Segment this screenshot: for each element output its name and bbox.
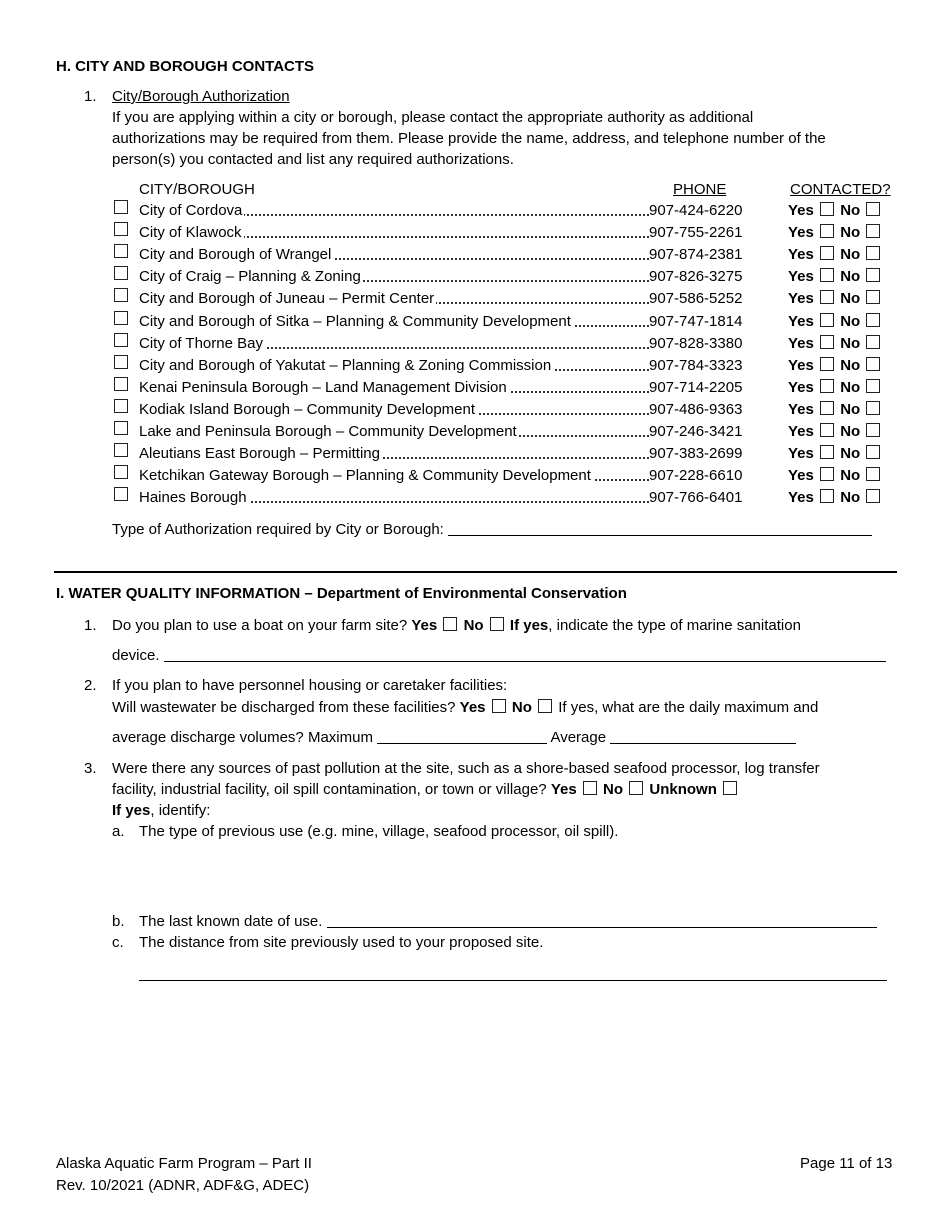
q1-if-yes: If yes	[509, 617, 549, 634]
contacted-options	[788, 311, 882, 333]
contacted-yes-label: Yes	[788, 334, 814, 352]
city-borough-row	[112, 288, 892, 310]
q2-text: Will wastewater be discharged from these facilities?	[112, 699, 456, 716]
city-phone: 907-747-1814	[649, 312, 743, 330]
city-name-cell	[139, 311, 649, 333]
contacted-yes-checkbox[interactable]	[820, 379, 834, 393]
contacted-no-checkbox[interactable]	[866, 335, 880, 349]
city-phone: 907-828-3380	[649, 334, 743, 352]
city-borough-row	[112, 443, 892, 465]
city-select-checkbox[interactable]	[114, 421, 128, 435]
city-borough-row	[112, 377, 892, 399]
item-1-title: City/Borough Authorization	[112, 88, 290, 105]
contacted-options	[788, 421, 882, 443]
q2-line-1: If you plan to have personnel housing or caretaker facilities:	[112, 677, 508, 694]
city-borough-row	[112, 355, 892, 377]
q1-yes-label: Yes	[411, 617, 438, 634]
contacted-no-label: No	[840, 202, 861, 219]
q3-yes-label: Yes	[550, 781, 577, 798]
q2-tail: If yes, what are the daily maximum and	[558, 699, 819, 716]
q3b-text: The last known date of use.	[139, 913, 323, 930]
section-divider	[54, 571, 897, 573]
authorization-type-label: Type of Authorization required by City or Borough:	[112, 521, 444, 538]
city-phone: 907-755-2261	[649, 224, 743, 242]
city-select-checkbox[interactable]	[114, 377, 128, 391]
contacted-yes-checkbox[interactable]	[820, 268, 834, 282]
contacted-yes-checkbox[interactable]	[820, 489, 834, 503]
contacted-yes-label: Yes	[788, 378, 814, 396]
contacted-yes-checkbox[interactable]	[820, 313, 834, 327]
q3a-label: a.	[112, 823, 125, 840]
contacted-yes-checkbox[interactable]	[820, 467, 834, 481]
q2-maximum-label: average discharge volumes? Maximum	[112, 729, 373, 746]
contacted-no-checkbox[interactable]	[866, 268, 880, 282]
city-name-cell	[139, 465, 649, 487]
q1-device-field	[112, 647, 886, 664]
contacted-no-checkbox[interactable]	[866, 467, 880, 481]
contacted-no-checkbox[interactable]	[866, 423, 880, 437]
city-select-checkbox[interactable]	[114, 200, 128, 214]
q3b-field	[139, 913, 877, 930]
city-name: Aleutians East Borough – Permitting	[139, 445, 380, 463]
contacted-yes-label: Yes	[788, 445, 814, 463]
city-select-checkbox[interactable]	[114, 222, 128, 236]
city-name: Haines Borough	[139, 489, 247, 507]
contacted-yes-checkbox[interactable]	[820, 401, 834, 415]
authorization-type-field	[112, 521, 872, 538]
city-phone: 907-246-3421	[649, 423, 743, 440]
q3-identify: , identify:	[150, 802, 211, 819]
contacted-options	[788, 333, 882, 355]
contacted-no-checkbox[interactable]	[866, 246, 880, 260]
city-name-cell	[139, 222, 649, 244]
contacted-yes-label: Yes	[788, 400, 814, 418]
contacted-yes-checkbox[interactable]	[820, 423, 834, 437]
q1-yes-checkbox[interactable]	[443, 617, 457, 631]
contacted-no-label: No	[840, 445, 861, 463]
city-name: City and Borough of Juneau – Permit Center	[139, 290, 435, 308]
contacted-no-checkbox[interactable]	[866, 401, 880, 415]
city-name-cell	[139, 333, 649, 355]
authorization-type-input[interactable]	[448, 521, 872, 536]
contacted-no-label: No	[840, 489, 861, 507]
city-borough-row	[112, 200, 892, 222]
contacted-no-label: No	[840, 423, 861, 440]
city-phone: 907-784-3323	[649, 356, 743, 374]
city-name-cell	[139, 266, 649, 288]
q3-line-1: Were there any sources of past pollution at the site, such as a shore-based seafood processor, log transfer	[112, 760, 820, 777]
q3-number: 3.	[84, 760, 97, 777]
city-name: City of Cordova	[139, 202, 243, 219]
city-name: City of Craig – Planning & Zoning	[139, 268, 361, 286]
city-select-checkbox[interactable]	[114, 443, 128, 457]
contacted-yes-checkbox[interactable]	[820, 246, 834, 260]
contacted-options	[788, 266, 882, 288]
item-1-text-line-3: person(s) you contacted and list any required authorizations.	[112, 151, 514, 168]
city-phone: 907-586-5252	[649, 290, 743, 308]
contacted-yes-label: Yes	[788, 290, 814, 308]
city-borough-row	[112, 333, 892, 355]
section-h-heading: H. CITY AND BOROUGH CONTACTS	[56, 58, 315, 75]
city-name: City and Borough of Wrangel	[139, 246, 332, 264]
q1-no-checkbox[interactable]	[490, 617, 504, 631]
city-phone: 907-714-2205	[649, 378, 743, 396]
city-borough-row	[112, 487, 892, 509]
q3-yes-checkbox[interactable]	[583, 781, 597, 795]
contacted-no-label: No	[840, 467, 861, 485]
q3b-label: b.	[112, 913, 125, 930]
city-borough-row	[112, 465, 892, 487]
q2-average-input[interactable]	[610, 729, 796, 744]
city-name: City and Borough of Sitka – Planning & Community Development	[139, 312, 571, 330]
q3c-field	[139, 966, 887, 983]
city-select-checkbox[interactable]	[114, 266, 128, 280]
city-name: Kodiak Island Borough – Community Development	[139, 400, 476, 418]
contacted-options	[788, 443, 882, 465]
contacted-options	[788, 487, 882, 509]
contacted-yes-checkbox[interactable]	[820, 224, 834, 238]
q3-line-2	[112, 781, 739, 798]
contacted-no-checkbox[interactable]	[866, 489, 880, 503]
contacted-no-label: No	[840, 356, 861, 374]
contacted-no-checkbox[interactable]	[866, 224, 880, 238]
q3c-text: The distance from site previously used to your proposed site.	[139, 934, 544, 951]
city-name-cell	[139, 244, 649, 266]
city-phone: 907-826-3275	[649, 268, 743, 286]
contacted-options	[788, 377, 882, 399]
q2-yes-label: Yes	[459, 699, 486, 716]
q2-no-checkbox[interactable]	[538, 699, 552, 713]
city-select-checkbox[interactable]	[114, 288, 128, 302]
contacted-yes-label: Yes	[788, 356, 814, 374]
contacted-no-checkbox[interactable]	[866, 445, 880, 459]
contacted-no-label: No	[840, 312, 861, 330]
contacted-yes-checkbox[interactable]	[820, 445, 834, 459]
section-i-heading: I. WATER QUALITY INFORMATION – Department of Environmental Conservation	[56, 585, 627, 602]
contacted-options	[788, 465, 882, 487]
contacted-no-checkbox[interactable]	[866, 202, 880, 216]
contacted-no-checkbox[interactable]	[866, 313, 880, 327]
q1-text: Do you plan to use a boat on your farm site?	[112, 617, 408, 634]
contacted-no-checkbox[interactable]	[866, 290, 880, 304]
city-phone: 907-228-6610	[649, 467, 743, 485]
q1-tail: , indicate the type of marine sanitation	[548, 617, 801, 634]
q3-if-yes: If yes	[112, 802, 151, 819]
city-select-checkbox[interactable]	[114, 355, 128, 369]
contacted-no-label: No	[840, 246, 861, 264]
city-name-cell	[139, 443, 649, 465]
column-header-contacted: CONTACTED?	[790, 181, 891, 198]
city-select-checkbox[interactable]	[114, 311, 128, 325]
contacted-options	[788, 355, 882, 377]
contacted-no-label: No	[840, 290, 861, 308]
city-name: City of Thorne Bay	[139, 334, 263, 352]
city-name: Kenai Peninsula Borough – Land Management Division	[139, 378, 507, 396]
city-borough-row	[112, 311, 892, 333]
item-1-text-line-2: authorizations may be required from them. Please provide the name, address, and telephone number of the	[112, 130, 826, 147]
q2-no-label: No	[511, 699, 532, 716]
q3a-answer-area[interactable]	[139, 846, 887, 902]
q3c-label: c.	[112, 934, 124, 951]
city-borough-row	[112, 266, 892, 288]
contacted-yes-checkbox[interactable]	[820, 202, 834, 216]
contacted-yes-checkbox[interactable]	[820, 290, 834, 304]
q3-unknown-checkbox[interactable]	[723, 781, 737, 795]
contacted-yes-label: Yes	[788, 246, 814, 264]
footer-program: Alaska Aquatic Farm Program – Part II	[56, 1155, 312, 1172]
contacted-no-label: No	[840, 224, 861, 242]
contacted-yes-label: Yes	[788, 467, 814, 485]
q2-line-2	[112, 699, 818, 716]
q1-no-label: No	[463, 617, 484, 634]
q3-no-label: No	[603, 781, 624, 798]
q3-unknown-label: Unknown	[649, 781, 717, 798]
contacted-options	[788, 288, 882, 310]
q1-device-label: device.	[112, 647, 160, 664]
q3b-input[interactable]	[327, 913, 877, 928]
city-name: Lake and Peninsula Borough – Community Development	[139, 423, 517, 440]
contacted-no-label: No	[840, 268, 861, 286]
q2-volumes-line	[112, 729, 796, 746]
city-name-cell	[139, 288, 649, 310]
q3-line-3	[112, 802, 210, 819]
city-borough-row	[112, 399, 892, 421]
city-phone: 907-486-9363	[649, 400, 743, 418]
city-borough-row	[112, 244, 892, 266]
item-1-number: 1.	[84, 88, 97, 105]
q1-number: 1.	[84, 617, 97, 634]
q3a-text: The type of previous use (e.g. mine, village, seafood processor, oil spill).	[139, 823, 619, 840]
q3c-input[interactable]	[139, 966, 887, 981]
city-select-checkbox[interactable]	[114, 244, 128, 258]
city-select-checkbox[interactable]	[114, 333, 128, 347]
contacted-options	[788, 399, 882, 421]
city-phone: 907-424-6220	[649, 202, 743, 219]
contacted-no-label: No	[840, 378, 861, 396]
footer-revision: Rev. 10/2021 (ADNR, ADF&G, ADEC)	[56, 1177, 310, 1194]
contacted-yes-label: Yes	[788, 224, 814, 242]
q1-device-input[interactable]	[164, 647, 886, 662]
contacted-no-label: No	[840, 334, 861, 352]
contacted-yes-label: Yes	[788, 312, 814, 330]
contacted-yes-checkbox[interactable]	[820, 357, 834, 371]
q2-average-label: Average	[550, 729, 607, 746]
q3-text: facility, industrial facility, oil spill contamination, or town or village?	[112, 781, 547, 798]
contacted-yes-label: Yes	[788, 268, 814, 286]
city-select-checkbox[interactable]	[114, 465, 128, 479]
item-1-text-line-1: If you are applying within a city or borough, please contact the appropriate authority as additional	[112, 109, 754, 126]
city-borough-row	[112, 222, 892, 244]
contacted-options	[788, 200, 882, 222]
contacted-yes-label: Yes	[788, 489, 814, 507]
city-name-cell	[139, 399, 649, 421]
q2-number: 2.	[84, 677, 97, 694]
q2-maximum-input[interactable]	[377, 729, 547, 744]
city-name-cell	[139, 421, 649, 443]
city-name-cell	[139, 355, 649, 377]
city-phone: 907-383-2699	[649, 445, 743, 463]
city-select-checkbox[interactable]	[114, 399, 128, 413]
city-select-checkbox[interactable]	[114, 487, 128, 501]
city-name: City and Borough of Yakutat – Planning & Zoning Commission	[139, 356, 552, 374]
city-phone: 907-766-6401	[649, 489, 743, 507]
column-header-phone: PHONE	[673, 181, 727, 198]
city-borough-row	[112, 421, 892, 443]
city-phone: 907-874-2381	[649, 246, 743, 264]
city-name: City of Klawock	[139, 224, 242, 242]
city-name-cell	[139, 200, 649, 222]
contacted-yes-label: Yes	[788, 202, 814, 219]
q3-no-checkbox[interactable]	[629, 781, 643, 795]
contacted-options	[788, 222, 882, 244]
q2-yes-checkbox[interactable]	[492, 699, 506, 713]
city-name: Ketchikan Gateway Borough – Planning & Community Development	[139, 467, 591, 485]
contacted-options	[788, 244, 882, 266]
contacted-no-checkbox[interactable]	[866, 379, 880, 393]
contacted-yes-checkbox[interactable]	[820, 335, 834, 349]
contacted-yes-label: Yes	[788, 423, 814, 440]
contacted-no-label: No	[840, 400, 861, 418]
q1-line-1	[112, 617, 801, 634]
city-name-cell	[139, 377, 649, 399]
column-header-city: CITY/BOROUGH	[139, 181, 255, 198]
city-name-cell	[139, 487, 649, 509]
footer-page-number: Page 11 of 13	[800, 1155, 893, 1172]
contacted-no-checkbox[interactable]	[866, 357, 880, 371]
